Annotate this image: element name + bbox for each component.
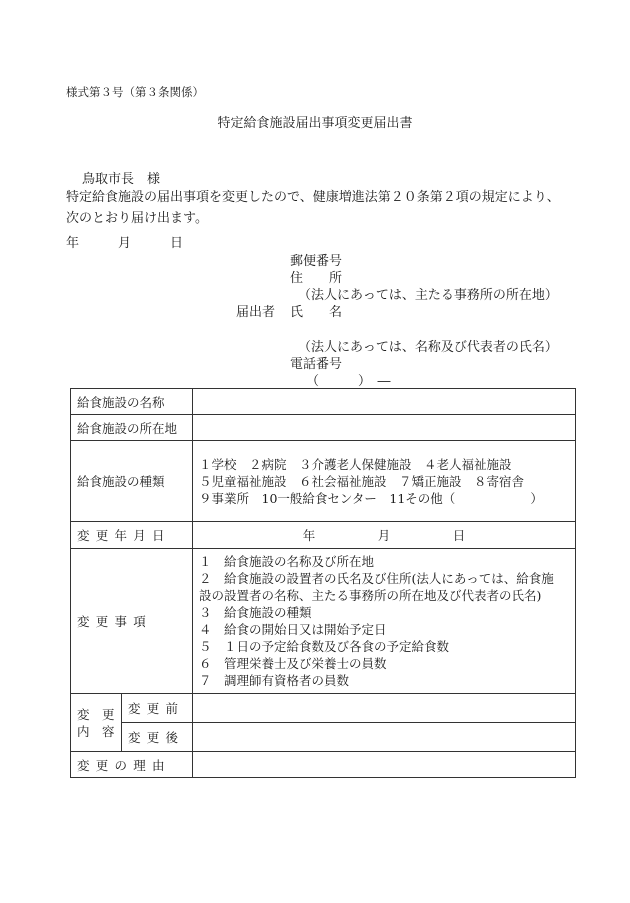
row-change-before bbox=[71, 694, 576, 723]
change-item: 設の設置者の名称、主たる事務所の所在地及び代表者の氏名) bbox=[199, 588, 542, 603]
change-content-label-line-2: 内 容 bbox=[77, 723, 115, 739]
row-change-items bbox=[71, 549, 576, 694]
name-note: （法人にあっては、名称及び代表者の氏名） bbox=[298, 340, 558, 355]
change-content-label-line-1: 変 更 bbox=[77, 706, 115, 722]
form-number: 様式第３号（第３条関係） bbox=[66, 85, 204, 99]
facility-type-field[interactable] bbox=[193, 441, 576, 522]
facility-location-label: 給食施設の所在地 bbox=[71, 415, 193, 441]
row-change-date bbox=[71, 522, 576, 549]
facility-type-line: ９事業所 10一般給食センター 11その他（ ） bbox=[199, 490, 543, 506]
change-item: ５ １日の予定給食数及び各食の予定給食数 bbox=[199, 639, 450, 654]
row-facility-location bbox=[71, 415, 576, 441]
change-items-label: 変更事項 bbox=[71, 549, 193, 694]
facility-location-field[interactable] bbox=[193, 415, 576, 441]
row-change-after bbox=[71, 723, 576, 752]
facility-name-label: 給食施設の名称 bbox=[71, 389, 193, 415]
row-facility-type bbox=[71, 441, 576, 522]
change-item: ６ 管理栄養士及び栄養士の員数 bbox=[199, 656, 387, 671]
page-title: 特定給食施設届出事項変更届出書 bbox=[217, 116, 413, 131]
row-change-reason bbox=[71, 752, 576, 778]
change-item: ７ 調理師有資格者の員数 bbox=[199, 673, 350, 688]
name-label: 氏 名 bbox=[290, 305, 343, 320]
change-before-field[interactable] bbox=[193, 694, 576, 723]
phone-format: （ ） ― bbox=[306, 374, 391, 389]
facility-name-field[interactable] bbox=[193, 389, 576, 415]
submission-date: 年 月 日 bbox=[66, 236, 184, 251]
phone-label: 電話番号 bbox=[290, 357, 343, 372]
row-facility-name bbox=[71, 389, 576, 415]
change-item: ３ 給食施設の種類 bbox=[199, 605, 312, 620]
applicant-label: 届出者 bbox=[236, 305, 276, 320]
change-items-field[interactable] bbox=[193, 549, 576, 694]
change-before-label: 変更前 bbox=[122, 694, 193, 723]
change-date-label: 変更年月日 bbox=[71, 522, 193, 549]
address-note: （法人にあっては、主たる事務所の所在地） bbox=[298, 288, 558, 303]
address-label: 住 所 bbox=[290, 271, 343, 286]
change-item: ２ 給食施設の設置者の氏名及び住所(法人にあっては、給食施 bbox=[199, 571, 554, 586]
addressee: 鳥取市長 様 bbox=[82, 172, 161, 187]
change-after-field[interactable] bbox=[193, 723, 576, 752]
change-date-field[interactable]: 年 月 日 bbox=[193, 522, 576, 549]
body-text-line-2: 次のとおり届け出ます。 bbox=[66, 211, 208, 226]
change-after-label: 変更後 bbox=[122, 723, 193, 752]
change-reason-field[interactable] bbox=[193, 752, 576, 778]
postal-code-label: 郵便番号 bbox=[290, 254, 343, 269]
change-content-label bbox=[71, 694, 122, 752]
body-text-line-1: 特定給食施設の届出事項を変更したので、健康増進法第２０条第２項の規定により、 bbox=[66, 190, 560, 205]
facility-type-label: 給食施設の種類 bbox=[71, 441, 193, 522]
facility-type-line: ５児童福祉施設 ６社会福祉施設 ７矯正施設 ８寄宿舎 bbox=[199, 473, 525, 489]
change-item: ４ 給食の開始日又は開始予定日 bbox=[199, 622, 387, 637]
facility-type-line: １学校 ２病院 ３介護老人保健施設 ４老人福祉施設 bbox=[199, 456, 512, 472]
change-item: １ 給食施設の名称及び所在地 bbox=[199, 554, 375, 569]
change-reason-label: 変更の理由 bbox=[71, 752, 193, 778]
form-table bbox=[70, 388, 576, 778]
